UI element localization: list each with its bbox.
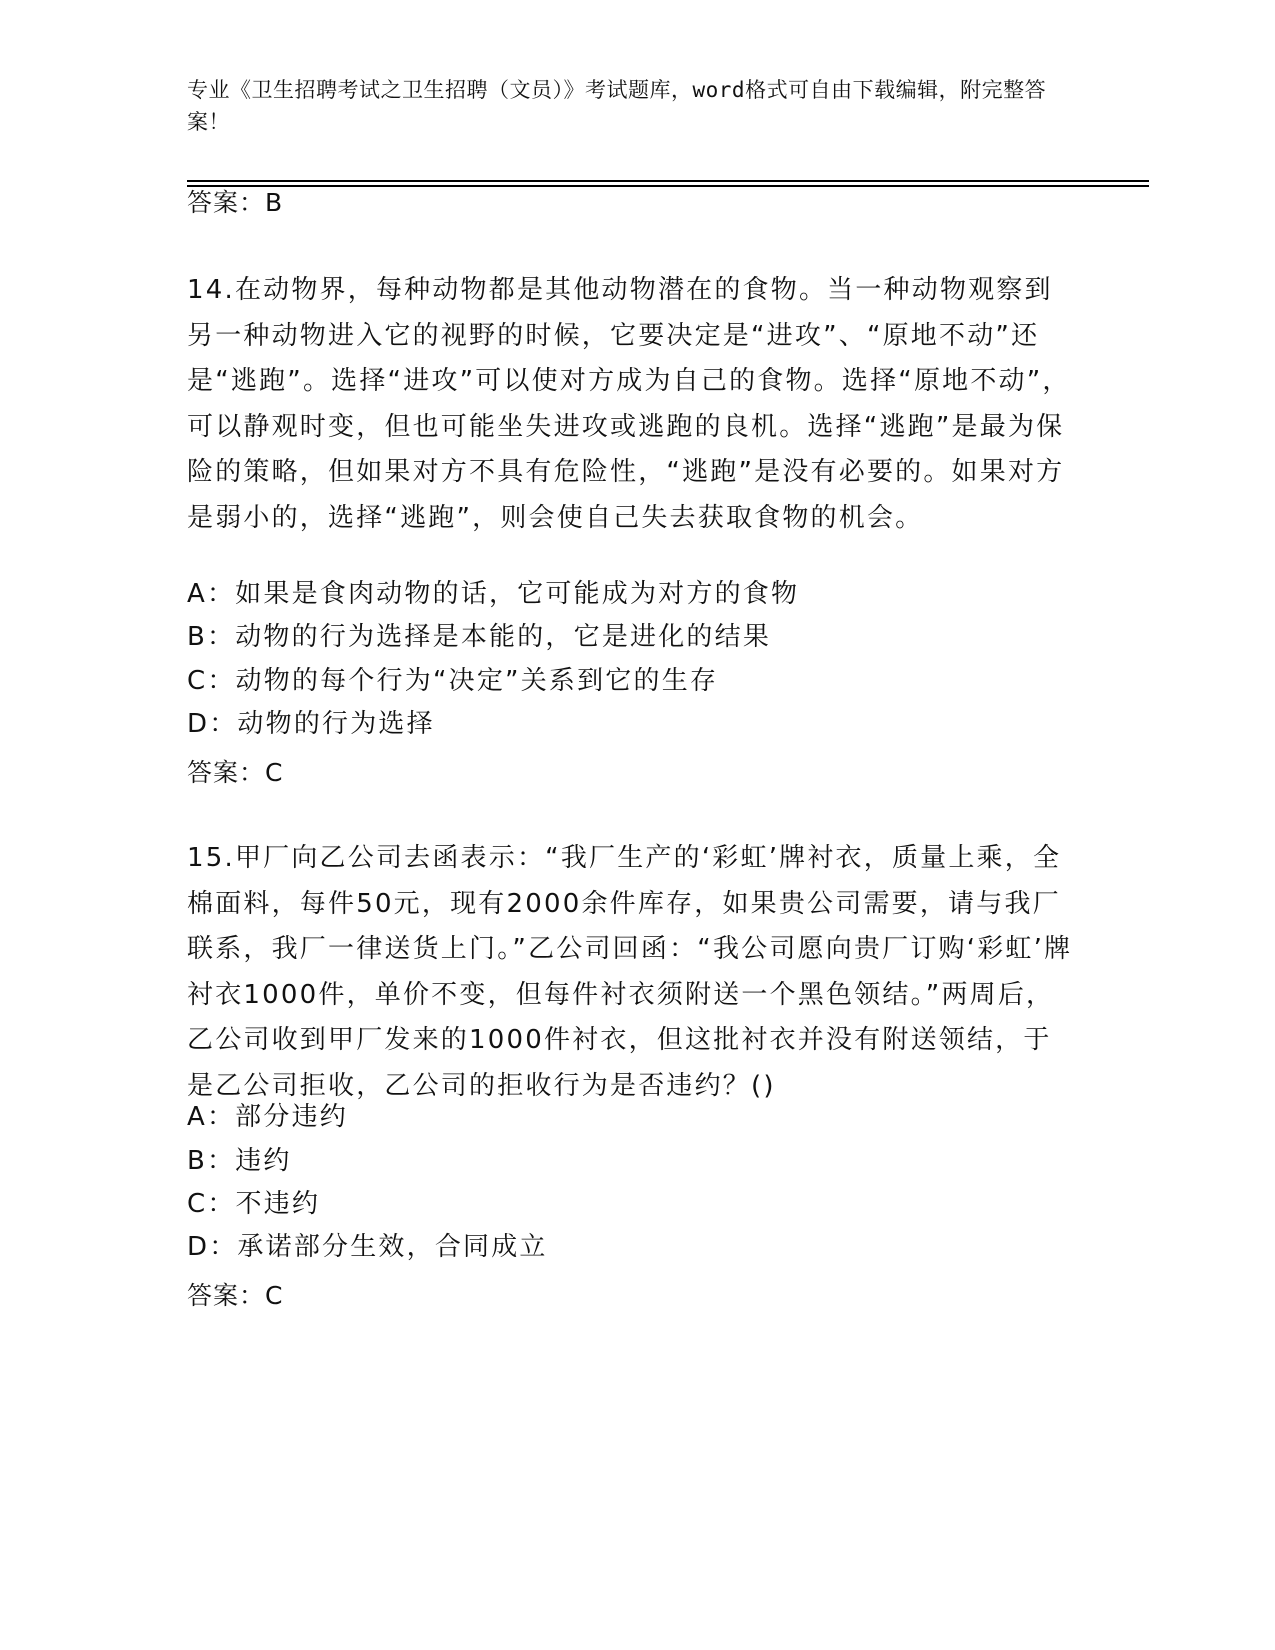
previous-answer: 答案：B xyxy=(187,188,284,217)
question-14-option-c: C：动物的每个行为“决定”关系到它的生存 xyxy=(187,666,719,696)
question-15-option-c: C：不违约 xyxy=(187,1189,321,1219)
question-14 xyxy=(187,268,1077,541)
question-15-option-a: A：部分违约 xyxy=(187,1102,348,1132)
question-15-option-b: B：违约 xyxy=(187,1146,292,1176)
question-14-answer: 答案：C xyxy=(187,758,284,787)
page-header xyxy=(187,74,1067,138)
question-text: 甲厂向乙公司去函表示：“我厂生产的‘彩虹’牌衬衣，质量上乘，全棉面料，每件50元，现有2000余件库存，如果贵公司需要，请与我厂联系，我厂一律送货上门。”乙公司回函：“我公司愿向贵厂订购‘彩虹’牌衬衣1000件，单价不变，但每件衬衣须附送一个黑色领结。”两周后，乙公司收到甲厂发来的1000件衬衣，但这批衬衣并没有附送领结，于是乙公司拒收，乙公司的拒收行为是否违约？() xyxy=(187,843,1073,1101)
question-text: 在动物界，每种动物都是其他动物潜在的食物。当一种动物观察到另一种动物进入它的视野的时候，它要决定是“进攻”、“原地不动”还是“逃跑”。选择“进攻”可以使对方成为自己的食物。选择“原地不动”，可以静观时变，但也可能坐失进攻或逃跑的良机。选择“逃跑”是最为保险的策略，但如果对方不具有危险性，“逃跑”是没有必要的。如果对方是弱小的，选择“逃跑”，则会使自己失去获取食物的机会。 xyxy=(187,275,1071,533)
question-14-option-b: B：动物的行为选择是本能的，它是进化的结果 xyxy=(187,622,772,652)
question-14-option-a: A：如果是食肉动物的话，它可能成为对方的食物 xyxy=(187,579,800,609)
header-rule-top xyxy=(187,180,1149,182)
question-15 xyxy=(187,836,1077,1109)
header-rule-bottom xyxy=(187,185,1149,187)
question-14-option-d: D：动物的行为选择 xyxy=(187,709,435,739)
question-number: 14. xyxy=(187,275,235,305)
question-15-option-d: D：承诺部分生效，合同成立 xyxy=(187,1232,548,1262)
header-text: 专业《卫生招聘考试之卫生招聘（文员）》考试题库，word格式可自由下载编辑，附完整答案！ xyxy=(187,78,1047,134)
question-15-answer: 答案：C xyxy=(187,1281,284,1310)
question-number: 15. xyxy=(187,843,235,873)
